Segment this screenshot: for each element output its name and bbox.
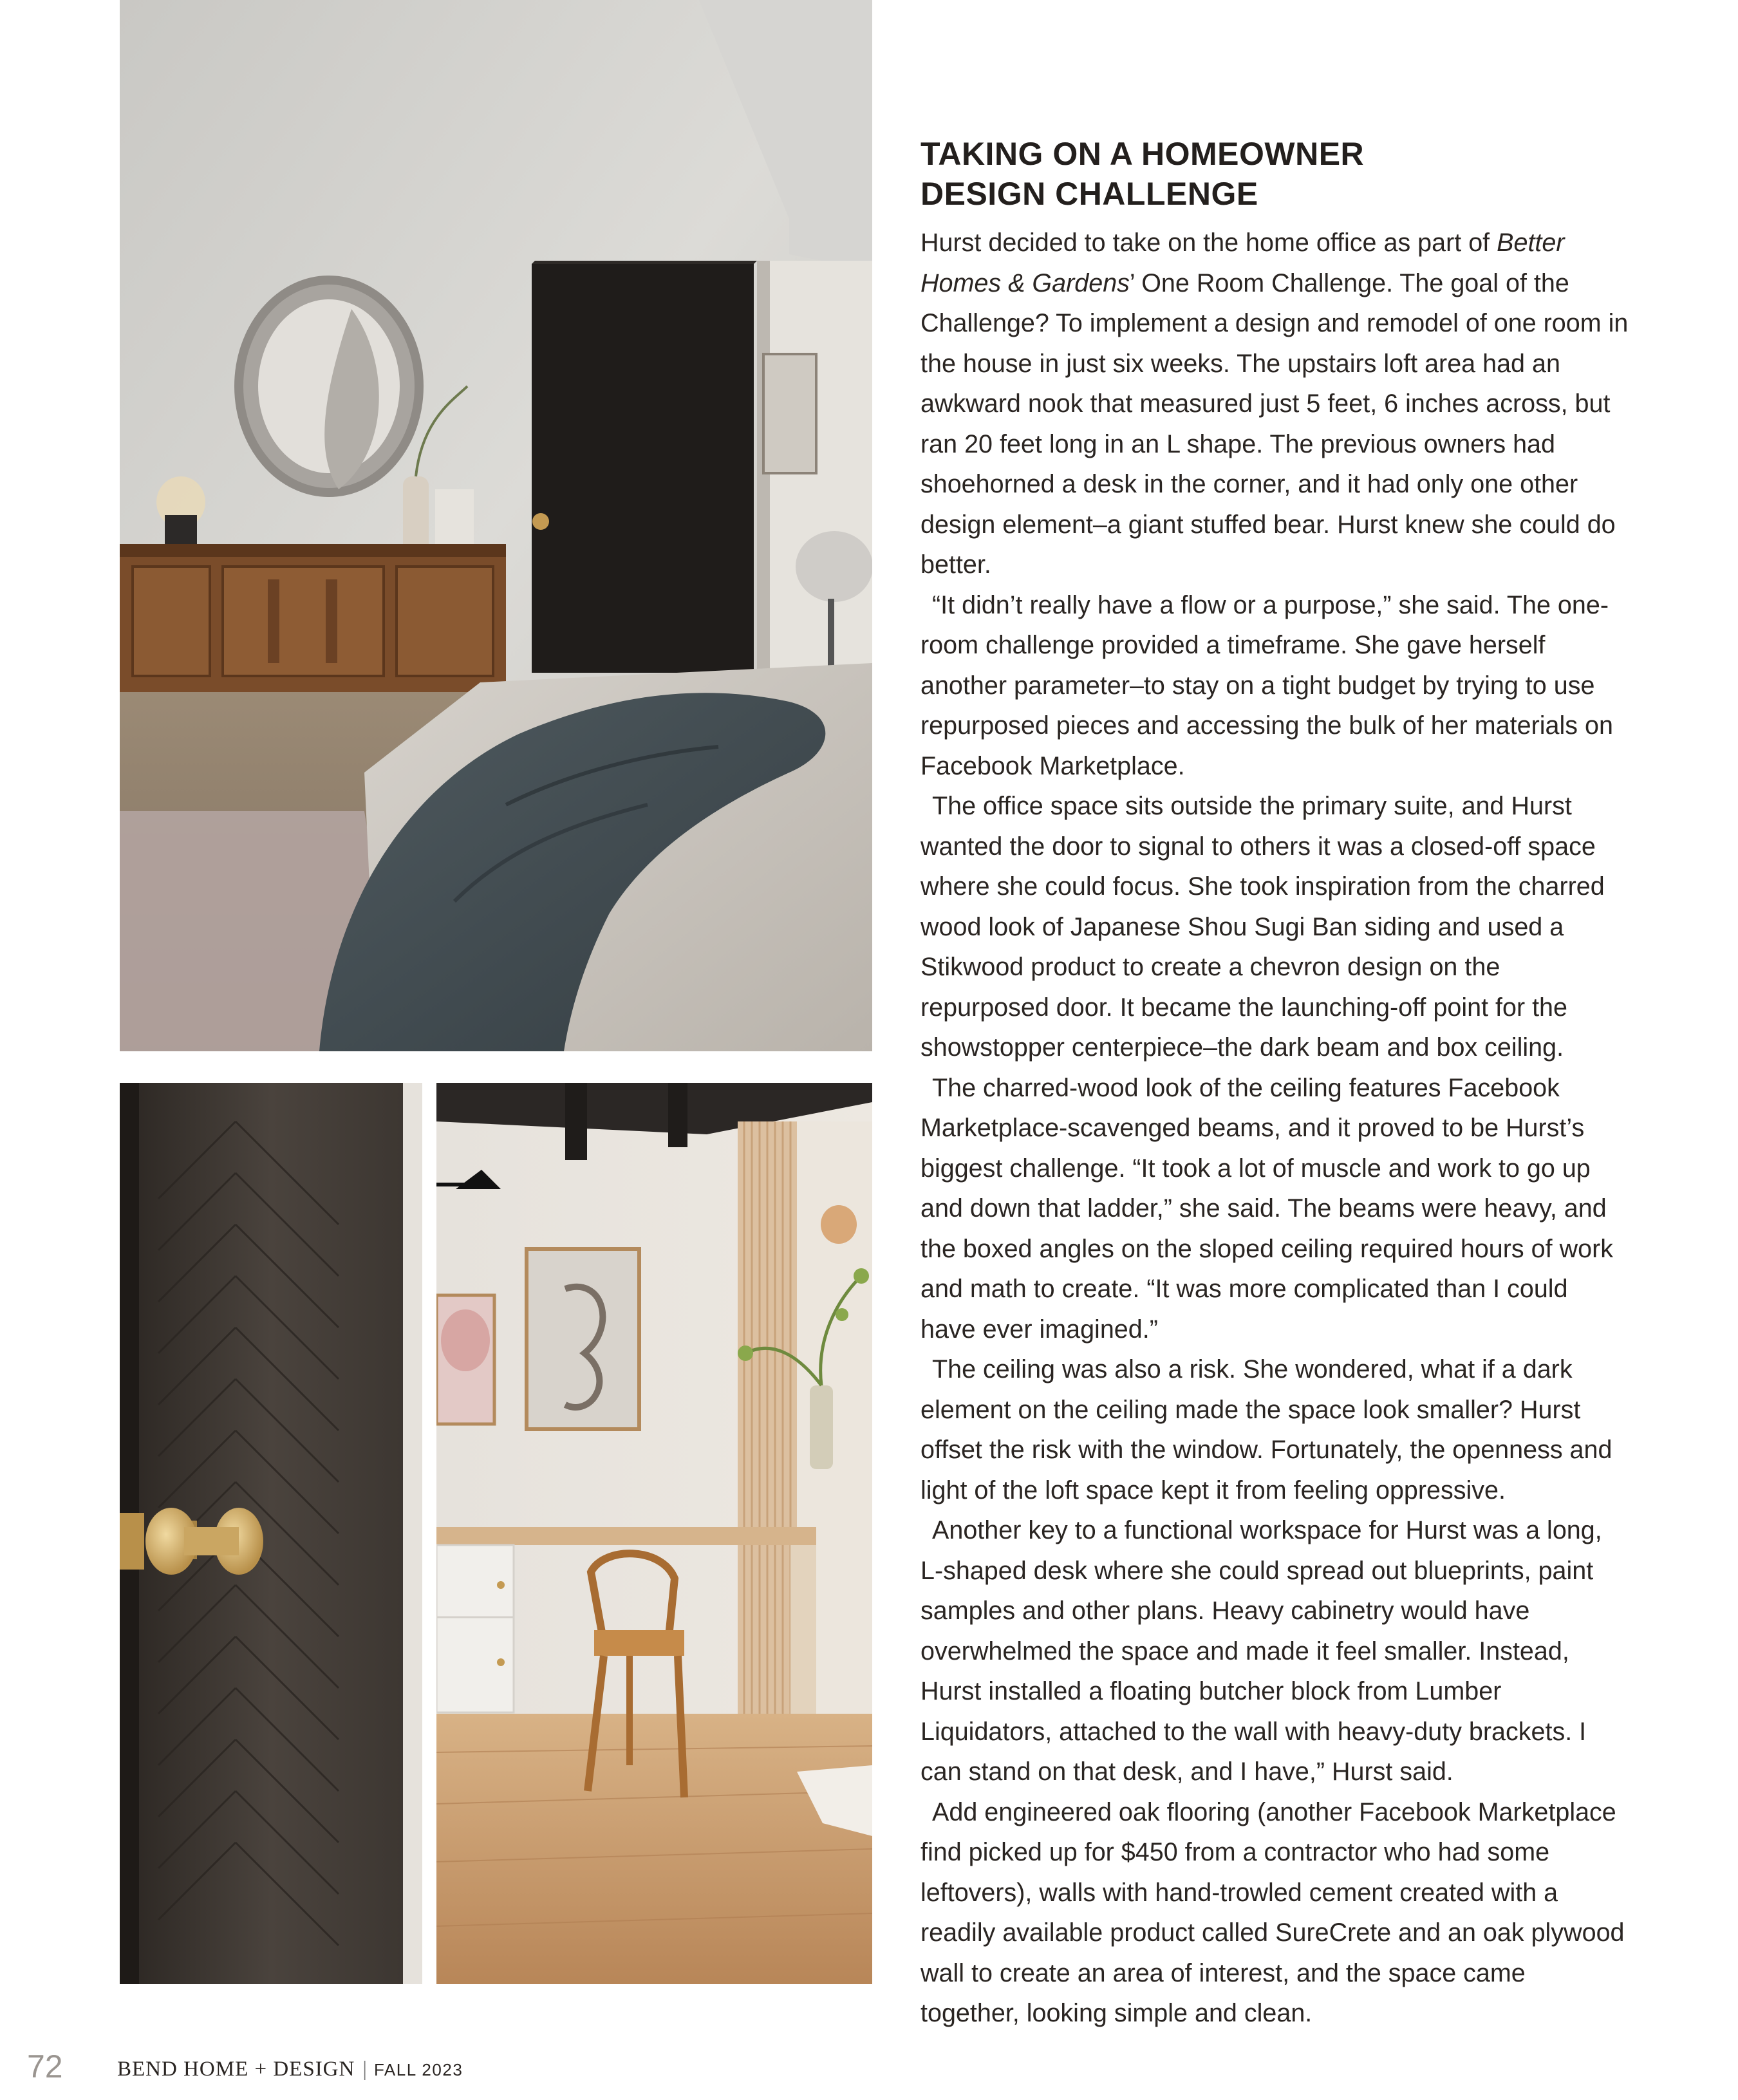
home-office-photo [436, 1083, 872, 1984]
paragraph-1-text-b: ’ One Room Challenge. The goal of the Challenge? To implement a design and remodel of one room in the house in just six weeks. The upstairs loft area had an awkward nook that measured just 5 feet, 6 inches across, but ran 20 feet long in an L shape. The previous owners had shoehorned a desk in the corner, and it had only one other design element–a giant stuffed bear. Hurst knew she could do better. [920, 268, 1629, 579]
footer-separator: | [362, 2058, 368, 2081]
paragraph-4: The charred-wood look of the ceiling features Facebook Marketplace-scavenged beams, and it proved to be Hurst’s biggest challenge. “It took a lot of muscle and work to go up and down that ladder,” she said. The beams were heavy, and the boxed angles on the sloped ceiling required hours of work and math to create. “It was more complicated than I could have ever imagined.” [920, 1073, 1613, 1344]
magazine-title: BEND HOME + DESIGN [117, 2058, 355, 2081]
page-number: 72 [27, 2048, 63, 2085]
heading-line-1: TAKING ON A HOMEOWNER [920, 136, 1365, 172]
paragraph-1-text-a: Hurst decided to take on the home office as part of [920, 229, 1497, 257]
magazine-name [117, 2056, 463, 2083]
paragraph-2: “It didn’t really have a flow or a purpose,” she said. The one-room challenge provided a timeframe. She gave herself another parameter–to stay on a tight budget by trying to use repurposed pieces and accessing the bulk of her materials on Facebook Marketplace. [920, 590, 1613, 780]
chevron-door-photo [120, 1083, 422, 1984]
paragraph-1 [920, 223, 1629, 585]
paragraph-5: The ceiling was also a risk. She wondered, what if a dark element on the ceiling made the space look smaller? Hurst offset the risk with the window. Fortunately, the openness and light of the loft space kept it from feeling oppressive. [920, 1355, 1612, 1505]
heading-line-2: DESIGN CHALLENGE [920, 176, 1258, 212]
article-body [920, 223, 1629, 2034]
bedroom-photo [120, 0, 872, 1051]
paragraph-7: Add engineered oak flooring (another Facebook Marketplace find picked up for $450 from a contractor who had some leftovers), walls with hand-trowled cement created with a readily available product called SureCrete and an oak plywood wall to create an area of interest, and the space came together, looking simple and clean. [920, 1797, 1625, 2027]
paragraph-3: The office space sits outside the primary suite, and Hurst wanted the door to signal to others it was a closed-off space where she could focus. She took inspiration from the charred wood look of Japanese Shou Sugi Ban siding and used a Stikwood product to create a chevron design on the repurposed door. It became the launching-off point for the showstopper centerpiece–the dark beam and box ceiling. [920, 792, 1605, 1062]
paragraph-6: Another key to a functional workspace for Hurst was a long, L-shaped desk where she could spread out blueprints, paint samples and other plans. Heavy cabinetry would have overwhelmed the space and made it feel smaller. Instead, Hurst installed a floating butcher block from Lumber Liquidators, attached to the wall with heavy-duty brackets. I can stand on that desk, and I have,” Hurst said. [920, 1516, 1602, 1786]
article [920, 134, 1629, 2034]
article-heading [920, 134, 1629, 214]
page-footer [0, 2047, 1738, 2086]
magazine-reference: Better Homes & Gardens [920, 229, 1565, 297]
issue-label: FALL 2023 [373, 2060, 463, 2079]
